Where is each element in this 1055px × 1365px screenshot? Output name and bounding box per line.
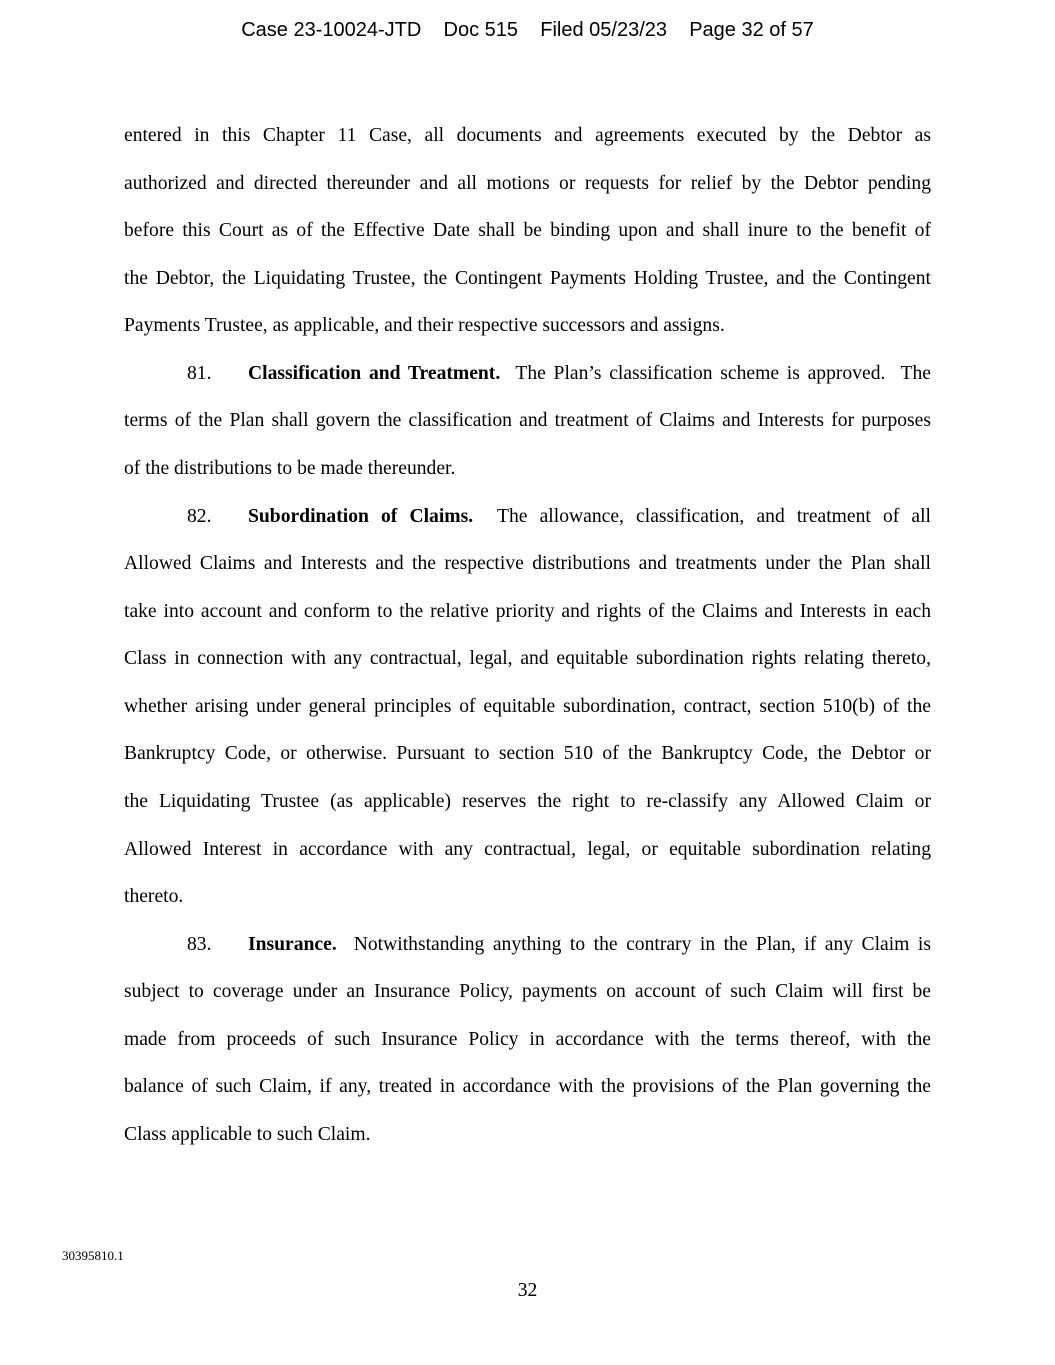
text-line: entered in this Chapter 11 Case, all documents and agreements executed by the Debtor as [124, 125, 931, 146]
text-line: made from proceeds of such Insurance Policy in accordance with the terms thereof, with the [124, 1028, 931, 1050]
text-line: the Liquidating Trustee (as applicable) reserves the right to re-classify any Allowed Claim or [124, 790, 931, 812]
paragraph-text: The allowance, classification, and treatment of all [497, 505, 931, 527]
paragraph-number: 83. [187, 933, 212, 955]
paragraph-text: Notwithstanding anything to the contrary in the Plan, if any Claim is [353, 933, 931, 955]
text-line [124, 505, 931, 529]
text-line: thereto. [124, 886, 184, 908]
paragraph-text: The Plan’s classification scheme is approved. The [515, 362, 931, 384]
text-line: authorized and directed thereunder and all motions or requests for relief by the Debtor pending [124, 172, 931, 194]
text-line: Allowed Claims and Interests and the respective distributions and treatments under the Plan shall [124, 553, 931, 575]
text-line: of the distributions to be made thereunder. [124, 457, 456, 479]
text-line: Class applicable to such Claim. [124, 1123, 371, 1145]
text-line: Class in connection with any contractual, legal, and equitable subordination rights relating thereto, [124, 648, 931, 670]
text-line [124, 362, 931, 386]
text-line: whether arising under general principles of equitable subordination, contract, section 510(b) of the [124, 695, 931, 717]
text-line: subject to coverage under an Insurance Policy, payments on account of such Claim will first be [124, 981, 931, 1003]
page-number: 32 [517, 1280, 538, 1301]
text-line: balance of such Claim, if any, treated in accordance with the provisions of the Plan governing the [124, 1076, 931, 1098]
text-line [124, 933, 931, 957]
document-id: 30395810.1 [62, 1248, 124, 1263]
paragraph-number: 81. [187, 362, 212, 384]
paragraph-number: 82. [187, 505, 212, 527]
paragraph-heading: Subordination of Claims. [248, 505, 474, 527]
text-line: before this Court as of the Effective Date shall be binding upon and shall inure to the benefit of [124, 220, 931, 242]
case-header: Case 23-10024-JTD Doc 515 Filed 05/23/23 Page 32 of 57 [241, 19, 814, 41]
paragraph-heading: Classification and Treatment. [248, 362, 501, 384]
text-line: Allowed Interest in accordance with any contractual, legal, or equitable subordination relating [124, 838, 931, 860]
paragraph-heading: Insurance. [248, 933, 337, 955]
text-line: take into account and conform to the relative priority and rights of the Claims and Interests in each [124, 600, 931, 622]
text-line: terms of the Plan shall govern the classification and treatment of Claims and Interests for purposes [124, 410, 931, 432]
text-line: Payments Trustee, as applicable, and their respective successors and assigns. [124, 315, 725, 337]
text-line: Bankruptcy Code, or otherwise. Pursuant to section 510 of the Bankruptcy Code, the Debtor or [124, 743, 931, 765]
text-line: the Debtor, the Liquidating Trustee, the Contingent Payments Holding Trustee, and the Contingent [124, 267, 931, 289]
